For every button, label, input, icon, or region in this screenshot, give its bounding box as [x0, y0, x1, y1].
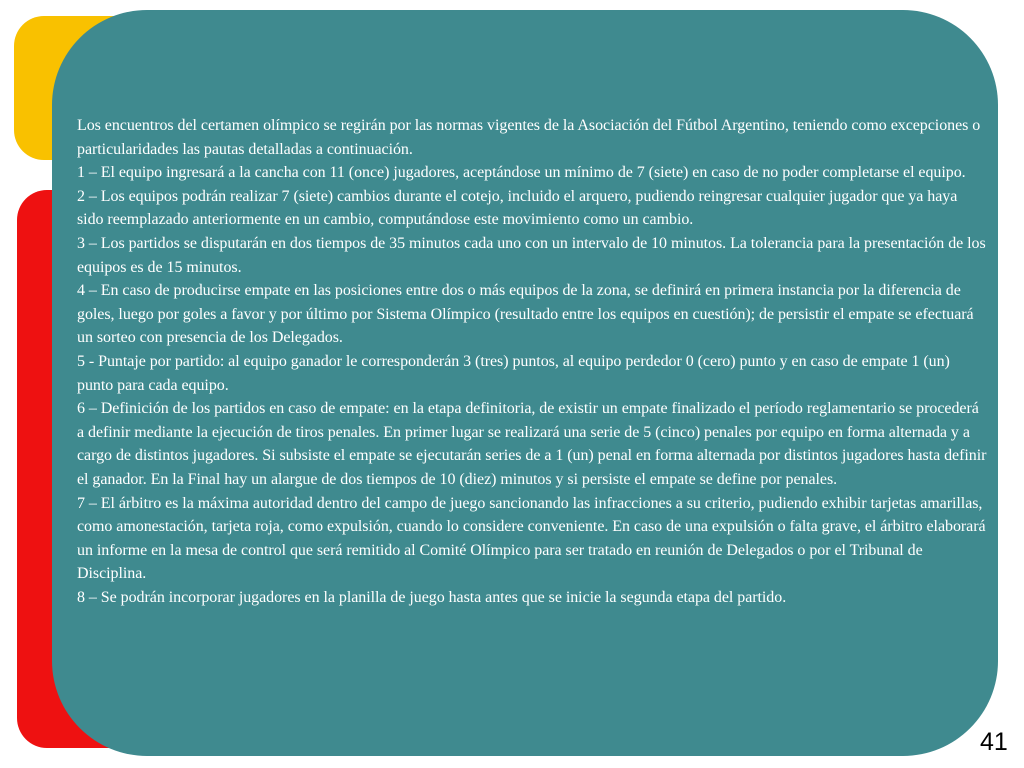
rule-6-paragraph: 6 – Definición de los partidos en caso de empate: en la etapa definitoria, de existir un empate finalizado el período reglamentario se procederá a definir mediante la ejecución de tiros penales. En primer lugar se realizará una serie de 5 (cinco) penales por equipo en forma alternada y a cargo de distintos jugadores. Si subsiste el empate se ejecutarán series de a 1 (un) penal en forma alternada por distintos jugadores hasta definir el ganador. En la Final hay un alargue de dos tiempos de 10 (diez) minutos y si persiste el empate se define por penales.: [77, 400, 987, 488]
rule-3-paragraph: 3 – Los partidos se disputarán en dos tiempos de 35 minutos cada uno con un intervalo de 10 minutos. La tolerancia para la presentación de los equipos es de 15 minutos.: [77, 234, 986, 276]
rule-2-paragraph: 2 – Los equipos podrán realizar 7 (siete) cambios durante el cotejo, incluido el arquero, pudiendo reingresar cualquier jugador que ya haya sido reemplazado anteriormente en un cambio, computándose este movimiento como un cambio.: [77, 187, 958, 229]
intro-paragraph: Los encuentros del certamen olímpico se regirán por las normas vigentes de la Asociación del Fútbol Argentino, teniendo como excepciones o particularidades las pautas detalladas a continuación.: [77, 117, 981, 158]
rule-7-paragraph: 7 – El árbitro es la máxima autoridad dentro del campo de juego sancionando las infracciones a su criterio, pudiendo exhibir tarjetas amarillas, como amonestación, tarjeta roja, como expulsión, cuando lo considere conveniente. En caso de una expulsión o falta grave, el árbitro elaborará un informe en la mesa de control que será remitido al Comité Olímpico para ser tratado en reunión de Delegados o por el Tribunal de Disciplina.: [77, 494, 986, 583]
rule-4-paragraph: 4 – En caso de producirse empate en las posiciones entre dos o más equipos de la zona, se definirá en primera instancia por la diferencia de goles, luego por goles a favor y por último por Sistema Olímpico (resultado entre los equipos en cuestión); de persistir el empate se efectuará un sorteo con presencia de los Delegados.: [77, 282, 974, 347]
rule-1-paragraph: 1 – El equipo ingresará a la cancha con 11 (once) jugadores, aceptándose un mínimo de 7 (siete) en caso de no poder completarse el equipo.: [77, 164, 966, 182]
rule-5-paragraph: 5 - Puntaje por partido: al equipo ganador le corresponderán 3 (tres) puntos, al equipo perdedor 0 (cero) punto y en caso de empate 1 (un) punto para cada equipo.: [77, 352, 950, 394]
rule-8-paragraph: 8 – Se podrán incorporar jugadores en la planilla de juego hasta antes que se inicie la segunda etapa del partido.: [77, 588, 787, 606]
page-number: 41: [980, 728, 1008, 756]
rules-text-block: [77, 114, 987, 609]
